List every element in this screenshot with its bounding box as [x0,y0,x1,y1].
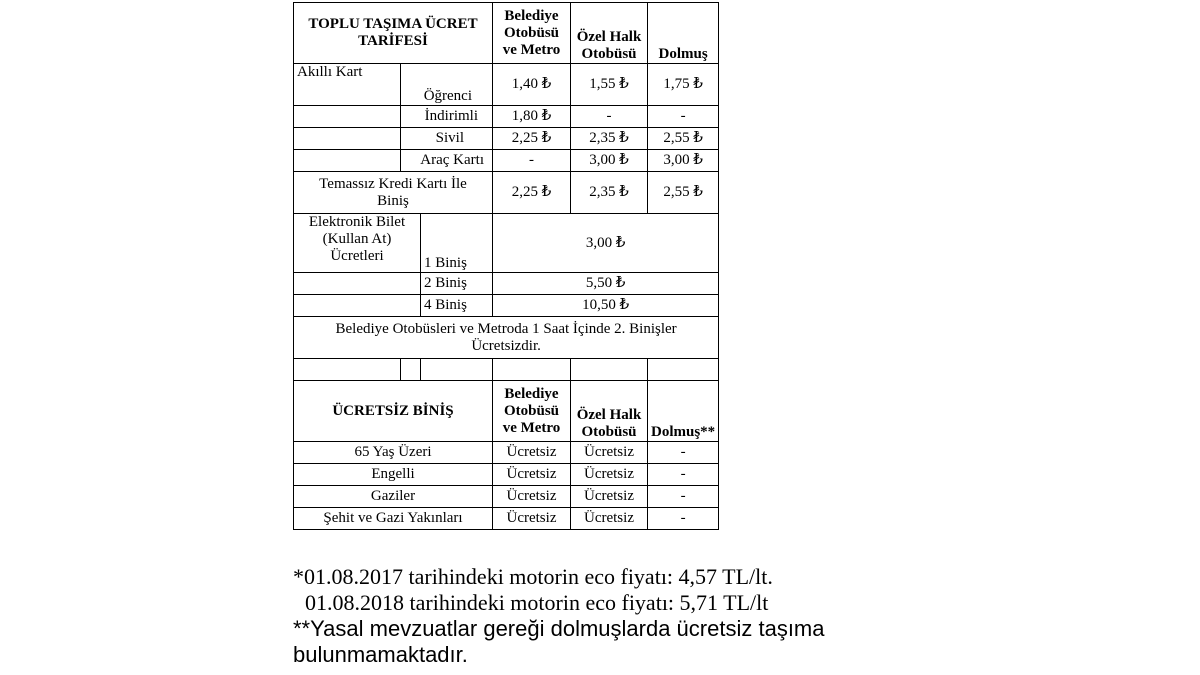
empty-cell [294,106,401,128]
free-header-belediye: Belediye Otobüsü ve Metro [493,381,571,442]
row-label: 65 Yaş Üzeri [294,442,493,464]
empty-cell [294,273,421,295]
table-row [294,464,719,486]
cell-dolmus: 2,55 ₺ [648,172,719,214]
table-row [294,128,719,150]
free-header-ozel: Özel Halk Otobüsü [571,381,648,442]
cell-ozel: - [571,106,648,128]
cell-belediye: Ücretsiz [493,442,571,464]
cell-ozel: Ücretsiz [571,442,648,464]
empty-cell [648,359,719,381]
header-dolmus: Dolmuş [648,3,719,64]
row-label: 1 Biniş [421,214,493,273]
cell-belediye: 2,25 ₺ [493,128,571,150]
cell-ozel: 1,55 ₺ [571,64,648,106]
cell-dolmus: - [648,508,719,530]
row-label: Öğrenci [401,64,493,106]
empty-cell [401,359,421,381]
free-header-row [294,381,719,442]
free-header-dolmus: Dolmuş** [648,381,719,442]
akilli-kart-label: Akıllı Kart [294,64,401,106]
row-label: Araç Kartı [401,150,493,172]
table-row [294,317,719,359]
cell-belediye: 1,40 ₺ [493,64,571,106]
elektronik-label: Elektronik Bilet (Kullan At) Ücretleri [294,214,421,273]
table-row [294,64,719,106]
free-title: ÜCRETSİZ BİNİŞ [294,381,493,442]
table-row [294,150,719,172]
table-row [294,295,719,317]
empty-cell [571,359,648,381]
table-row [294,486,719,508]
table-row [294,214,719,273]
cell-dolmus: - [648,464,719,486]
transfer-note: Belediye Otobüsleri ve Metroda 1 Saat İçinde 2. Binişler Ücretsizdir. [294,317,719,359]
cell-price: 5,50 ₺ [493,273,719,295]
header-row [294,3,719,64]
cell-dolmus: 2,55 ₺ [648,128,719,150]
row-label: Engelli [294,464,493,486]
cell-belediye: 1,80 ₺ [493,106,571,128]
cell-ozel: Ücretsiz [571,486,648,508]
table-row [294,442,719,464]
empty-cell [493,359,571,381]
footnote-line: 01.08.2018 tarihindeki motorin eco fiyatı: 5,71 TL/lt [305,590,769,615]
cell-dolmus: 1,75 ₺ [648,64,719,106]
empty-cell [421,359,493,381]
cell-ozel: Ücretsiz [571,508,648,530]
cell-ozel: 3,00 ₺ [571,150,648,172]
footnote-line: **Yasal mevzuatlar gereği dolmuşlarda ücretsiz taşıma [293,616,825,641]
table-row [294,508,719,530]
table-row [294,273,719,295]
row-label: 2 Biniş [421,273,493,295]
cell-belediye: Ücretsiz [493,486,571,508]
cell-ozel: 2,35 ₺ [571,128,648,150]
cell-dolmus: - [648,486,719,508]
header-ozel: Özel Halk Otobüsü [571,3,648,64]
cell-belediye: Ücretsiz [493,508,571,530]
cell-belediye: Ücretsiz [493,464,571,486]
table-row [294,172,719,214]
cell-dolmus: 3,00 ₺ [648,150,719,172]
empty-cell [294,295,421,317]
cell-dolmus: - [648,442,719,464]
spacer-row [294,359,719,381]
cell-belediye: 2,25 ₺ [493,172,571,214]
empty-cell [294,359,401,381]
cell-belediye: - [493,150,571,172]
footnote-line: bulunmamaktadır. [293,642,468,667]
cell-ozel: Ücretsiz [571,464,648,486]
cell-ozel: 2,35 ₺ [571,172,648,214]
row-label: Gaziler [294,486,493,508]
temassiz-label: Temassız Kredi Kartı İle Biniş [294,172,493,214]
tariff-table [293,2,719,530]
row-label: 4 Biniş [421,295,493,317]
row-label: İndirimli [401,106,493,128]
footnotes [293,564,825,668]
cell-dolmus: - [648,106,719,128]
empty-cell [294,128,401,150]
footnote-line: *01.08.2017 tarihindeki motorin eco fiyatı: 4,57 TL/lt. [293,564,773,589]
row-label: Şehit ve Gazi Yakınları [294,508,493,530]
header-belediye: Belediye Otobüsü ve Metro [493,3,571,64]
empty-cell [294,150,401,172]
cell-price: 3,00 ₺ [493,214,719,273]
table-row [294,106,719,128]
row-label: Sivil [401,128,493,150]
table-title: TOPLU TAŞIMA ÜCRET TARİFESİ [294,3,493,64]
cell-price: 10,50 ₺ [493,295,719,317]
